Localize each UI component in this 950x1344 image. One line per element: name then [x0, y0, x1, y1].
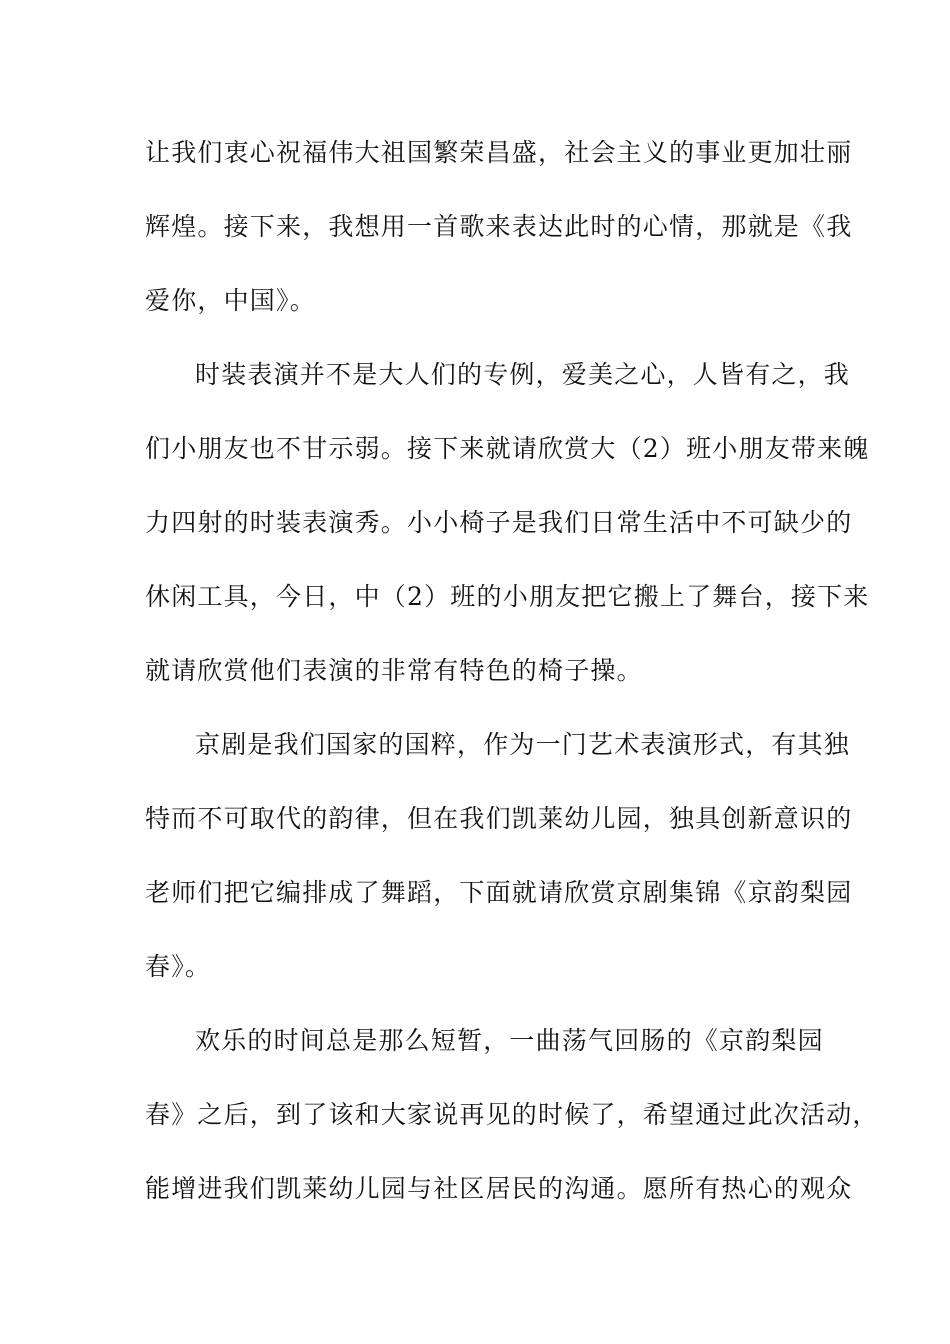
text-line: 力四射的时装表演秀。小小椅子是我们日常生活中不可缺少的	[145, 508, 853, 537]
text-line: 休闲工具，今日，中（2）班的小朋友把它搬上了舞台，接下来	[145, 582, 870, 611]
paragraph-3	[145, 722, 853, 1018]
text-line: 特而不可取代的韵律，但在我们凯莱幼儿园，独具创新意识的	[145, 804, 853, 833]
text-line: 们小朋友也不甘示弱。接下来就请欣赏大（2）班小朋友带来魄	[145, 434, 870, 463]
text-line: 京剧是我们国家的国粹，作为一门艺术表演形式，有其独	[195, 730, 851, 759]
paragraph-4	[145, 1018, 879, 1240]
text-line: 能增进我们凯莱幼儿园与社区居民的沟通。愿所有热心的观众	[145, 1174, 853, 1203]
text-line: 欢乐的时间总是那么短暂，一曲荡气回肠的《京韵梨园	[195, 1026, 824, 1055]
text-line: 老师们把它编排成了舞蹈，下面就请欣赏京剧集锦《京韵梨园	[145, 878, 853, 907]
text-line: 就请欣赏他们表演的非常有特色的椅子操。	[145, 656, 643, 685]
text-line: 春》之后，到了该和大家说再见的时候了，希望通过此次活动，	[145, 1100, 879, 1129]
text-line: 爱你，中国》。	[145, 286, 316, 315]
text-line: 让我们衷心祝福伟大祖国繁荣昌盛，社会主义的事业更加壮丽	[145, 138, 853, 167]
text-line: 时装表演并不是大人们的专例，爱美之心，人皆有之，我	[195, 360, 851, 389]
text-line: 辉煌。接下来，我想用一首歌来表达此时的心情，那就是《我	[145, 212, 853, 241]
paragraph-2	[145, 352, 870, 722]
text-line: 春》。	[145, 952, 212, 981]
paragraph-1	[145, 130, 853, 352]
document-body	[145, 130, 879, 1240]
